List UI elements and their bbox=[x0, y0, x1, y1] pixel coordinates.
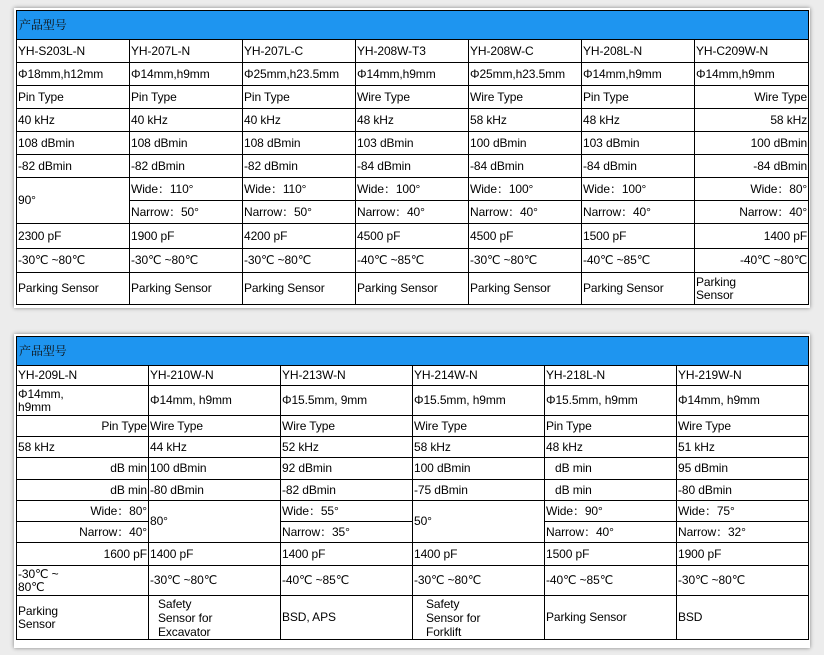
sensitivity-cell: -82 dBmin bbox=[17, 155, 130, 178]
type-cell: Wire Type bbox=[356, 86, 469, 109]
spl-cell: 100 dBmin bbox=[695, 132, 809, 155]
sensitivity-cell: dB min bbox=[545, 480, 677, 501]
type-cell: Wire Type bbox=[149, 416, 281, 437]
sensitivity-cell: -84 dBmin bbox=[356, 155, 469, 178]
sensitivity-cell: -75 dBmin bbox=[413, 480, 545, 501]
table-row-capacitance bbox=[17, 224, 809, 249]
frequency-cell: 48 kHz bbox=[545, 437, 677, 458]
capacitance-cell: 1600 pF bbox=[17, 543, 149, 566]
table-row-type bbox=[17, 86, 809, 109]
frequency-cell: 58 kHz bbox=[413, 437, 545, 458]
angle-narrow-cell: Narrow：40° bbox=[582, 201, 695, 224]
model-cell: YH-213W-N bbox=[281, 366, 413, 386]
table-row-application bbox=[17, 596, 809, 640]
header-title: 产品型号 bbox=[17, 337, 809, 366]
model-cell: YH-209L-N bbox=[17, 366, 149, 386]
application-cell bbox=[149, 596, 281, 640]
application-cell: Parking Sensor bbox=[582, 273, 695, 305]
angle-wide-cell: Wide：80° bbox=[17, 501, 149, 522]
spl-cell: 100 dBmin bbox=[469, 132, 582, 155]
spec-table-1 bbox=[16, 10, 809, 305]
table-row-type bbox=[17, 416, 809, 437]
temperature-cell: -40℃ ~85℃ bbox=[281, 566, 413, 596]
angle-narrow-cell: Narrow：40° bbox=[17, 522, 149, 543]
model-cell: YH-208W-T3 bbox=[356, 40, 469, 63]
application-cell: Parking Sensor bbox=[545, 596, 677, 640]
model-cell: YH-210W-N bbox=[149, 366, 281, 386]
table-row-angle-wide bbox=[17, 501, 809, 522]
type-cell: Wire Type bbox=[677, 416, 809, 437]
spl-cell: 92 dBmin bbox=[281, 458, 413, 480]
sensitivity-cell: dB min bbox=[17, 480, 149, 501]
size-cell-text: Φ14mm, h9mm bbox=[18, 386, 64, 414]
application-cell bbox=[695, 273, 809, 305]
temperature-cell: -30℃ ~80℃ bbox=[17, 249, 130, 273]
capacitance-cell: 4500 pF bbox=[469, 224, 582, 249]
size-cell bbox=[17, 386, 149, 416]
angle-narrow-cell: Narrow：40° bbox=[469, 201, 582, 224]
application-cell: Parking Sensor bbox=[356, 273, 469, 305]
temperature-cell: -30℃ ~80℃ bbox=[677, 566, 809, 596]
application-cell-text: Parking Sensor bbox=[696, 274, 736, 302]
temperature-cell-text: -30℃ ~ 80℃ bbox=[18, 566, 59, 594]
spl-cell: 100 dBmin bbox=[413, 458, 545, 480]
temperature-cell: -40℃ ~85℃ bbox=[545, 566, 677, 596]
spl-cell: 103 dBmin bbox=[356, 132, 469, 155]
angle-wide-cell: Wide：110° bbox=[130, 178, 243, 201]
table-row-application bbox=[17, 273, 809, 305]
type-cell: Wire Type bbox=[281, 416, 413, 437]
spl-cell: 108 dBmin bbox=[130, 132, 243, 155]
application-cell bbox=[17, 596, 149, 640]
type-cell: Wire Type bbox=[469, 86, 582, 109]
sensitivity-cell: -84 dBmin bbox=[469, 155, 582, 178]
table-row-model bbox=[17, 40, 809, 63]
model-cell: YH-208L-N bbox=[582, 40, 695, 63]
size-cell: Φ18mm,h12mm bbox=[17, 63, 130, 86]
capacitance-cell: 2300 pF bbox=[17, 224, 130, 249]
table-row-spl bbox=[17, 458, 809, 480]
frequency-cell: 52 kHz bbox=[281, 437, 413, 458]
spl-cell: 103 dBmin bbox=[582, 132, 695, 155]
capacitance-cell: 1400 pF bbox=[149, 543, 281, 566]
table-row-size bbox=[17, 63, 809, 86]
table-row-temperature bbox=[17, 566, 809, 596]
application-cell: BSD bbox=[677, 596, 809, 640]
model-cell: YH-S203L-N bbox=[17, 40, 130, 63]
frequency-cell: 58 kHz bbox=[17, 437, 149, 458]
size-cell: Φ14mm,h9mm bbox=[582, 63, 695, 86]
sensitivity-cell: -80 dBmin bbox=[149, 480, 281, 501]
application-cell: Parking Sensor bbox=[469, 273, 582, 305]
application-cell: Parking Sensor bbox=[17, 273, 130, 305]
spec-panel-2 bbox=[14, 334, 810, 648]
capacitance-cell: 4200 pF bbox=[243, 224, 356, 249]
angle-wide-cell: Wide：55° bbox=[281, 501, 413, 522]
application-cell-text: Safety Sensor for Excavator bbox=[158, 596, 213, 639]
type-cell: Wire Type bbox=[695, 86, 809, 109]
table-header-row bbox=[17, 337, 809, 366]
model-cell: YH-207L-N bbox=[130, 40, 243, 63]
angle-cell: 90° bbox=[17, 178, 130, 224]
application-cell bbox=[413, 596, 545, 640]
type-cell: Pin Type bbox=[17, 86, 130, 109]
table-row-sensitivity bbox=[17, 480, 809, 501]
size-cell: Φ15.5mm, h9mm bbox=[545, 386, 677, 416]
temperature-cell: -40℃ ~80℃ bbox=[695, 249, 809, 273]
temperature-cell: -40℃ ~85℃ bbox=[582, 249, 695, 273]
capacitance-cell: 1900 pF bbox=[677, 543, 809, 566]
table-row-model bbox=[17, 366, 809, 386]
frequency-cell: 44 kHz bbox=[149, 437, 281, 458]
frequency-cell: 48 kHz bbox=[356, 109, 469, 132]
sensitivity-cell: -82 dBmin bbox=[281, 480, 413, 501]
capacitance-cell: 1400 pF bbox=[281, 543, 413, 566]
model-cell: YH-218L-N bbox=[545, 366, 677, 386]
size-cell: Φ14mm, h9mm bbox=[677, 386, 809, 416]
angle-narrow-cell: Narrow：32° bbox=[677, 522, 809, 543]
size-cell: Φ15.5mm, h9mm bbox=[413, 386, 545, 416]
table-row-frequency bbox=[17, 437, 809, 458]
sensitivity-cell: -80 dBmin bbox=[677, 480, 809, 501]
spl-cell: 100 dBmin bbox=[149, 458, 281, 480]
temperature-cell: -30℃ ~80℃ bbox=[149, 566, 281, 596]
angle-wide-cell: Wide：100° bbox=[469, 178, 582, 201]
spl-cell: 108 dBmin bbox=[17, 132, 130, 155]
frequency-cell: 40 kHz bbox=[243, 109, 356, 132]
size-cell: Φ25mm,h23.5mm bbox=[243, 63, 356, 86]
application-cell: Parking Sensor bbox=[243, 273, 356, 305]
spec-table-2 bbox=[16, 336, 809, 640]
angle-narrow-cell: Narrow：50° bbox=[243, 201, 356, 224]
table-row-capacitance bbox=[17, 543, 809, 566]
spl-cell: dB min bbox=[17, 458, 149, 480]
angle-wide-cell: Wide：100° bbox=[582, 178, 695, 201]
capacitance-cell: 1500 pF bbox=[582, 224, 695, 249]
capacitance-cell: 1400 pF bbox=[413, 543, 545, 566]
application-cell-text: Safety Sensor for Forklift bbox=[426, 596, 481, 639]
sensitivity-cell: -84 dBmin bbox=[582, 155, 695, 178]
size-cell: Φ15.5mm, 9mm bbox=[281, 386, 413, 416]
table-row-angle-wide bbox=[17, 178, 809, 201]
temperature-cell: -40℃ ~85℃ bbox=[356, 249, 469, 273]
type-cell: Pin Type bbox=[130, 86, 243, 109]
angle-narrow-cell: Narrow：35° bbox=[281, 522, 413, 543]
application-cell-text: Parking Sensor bbox=[18, 603, 58, 631]
type-cell: Pin Type bbox=[243, 86, 356, 109]
angle-narrow-cell: Narrow：40° bbox=[695, 201, 809, 224]
application-cell: BSD, APS bbox=[281, 596, 413, 640]
angle-wide-cell: Wide：75° bbox=[677, 501, 809, 522]
temperature-cell: -30℃ ~80℃ bbox=[130, 249, 243, 273]
frequency-cell: 40 kHz bbox=[130, 109, 243, 132]
table-row-temperature bbox=[17, 249, 809, 273]
model-cell: YH-207L-C bbox=[243, 40, 356, 63]
sensitivity-cell: -82 dBmin bbox=[243, 155, 356, 178]
capacitance-cell: 1400 pF bbox=[695, 224, 809, 249]
angle-cell: 50° bbox=[413, 501, 545, 543]
angle-wide-cell: Wide：110° bbox=[243, 178, 356, 201]
spl-cell: 108 dBmin bbox=[243, 132, 356, 155]
spl-cell: 95 dBmin bbox=[677, 458, 809, 480]
size-cell: Φ14mm,h9mm bbox=[356, 63, 469, 86]
table-header-row bbox=[17, 11, 809, 40]
spl-cell: dB min bbox=[545, 458, 677, 480]
application-cell: Parking Sensor bbox=[130, 273, 243, 305]
table-row-size bbox=[17, 386, 809, 416]
spec-panel-1 bbox=[14, 8, 810, 308]
angle-narrow-cell: Narrow：40° bbox=[545, 522, 677, 543]
capacitance-cell: 1900 pF bbox=[130, 224, 243, 249]
angle-narrow-cell: Narrow：40° bbox=[356, 201, 469, 224]
model-cell: YH-C209W-N bbox=[695, 40, 809, 63]
type-cell: Wire Type bbox=[413, 416, 545, 437]
frequency-cell: 58 kHz bbox=[469, 109, 582, 132]
temperature-cell: -30℃ ~80℃ bbox=[243, 249, 356, 273]
angle-wide-cell: Wide：90° bbox=[545, 501, 677, 522]
table-row-frequency bbox=[17, 109, 809, 132]
temperature-cell bbox=[17, 566, 149, 596]
frequency-cell: 51 kHz bbox=[677, 437, 809, 458]
table-row-sensitivity bbox=[17, 155, 809, 178]
table-row-angle-narrow bbox=[17, 201, 809, 224]
size-cell: Φ14mm,h9mm bbox=[695, 63, 809, 86]
size-cell: Φ14mm,h9mm bbox=[130, 63, 243, 86]
sensitivity-cell: -84 dBmin bbox=[695, 155, 809, 178]
type-cell: Pin Type bbox=[17, 416, 149, 437]
sensitivity-cell: -82 dBmin bbox=[130, 155, 243, 178]
model-cell: YH-214W-N bbox=[413, 366, 545, 386]
table-row-spl bbox=[17, 132, 809, 155]
header-title: 产品型号 bbox=[17, 11, 809, 40]
frequency-cell: 40 kHz bbox=[17, 109, 130, 132]
type-cell: Pin Type bbox=[545, 416, 677, 437]
temperature-cell: -30℃ ~80℃ bbox=[469, 249, 582, 273]
frequency-cell: 48 kHz bbox=[582, 109, 695, 132]
size-cell: Φ14mm, h9mm bbox=[149, 386, 281, 416]
capacitance-cell: 4500 pF bbox=[356, 224, 469, 249]
angle-wide-cell: Wide：100° bbox=[356, 178, 469, 201]
size-cell: Φ25mm,h23.5mm bbox=[469, 63, 582, 86]
angle-narrow-cell: Narrow：50° bbox=[130, 201, 243, 224]
type-cell: Pin Type bbox=[582, 86, 695, 109]
model-cell: YH-219W-N bbox=[677, 366, 809, 386]
model-cell: YH-208W-C bbox=[469, 40, 582, 63]
angle-cell: 80° bbox=[149, 501, 281, 543]
temperature-cell: -30℃ ~80℃ bbox=[413, 566, 545, 596]
capacitance-cell: 1500 pF bbox=[545, 543, 677, 566]
angle-wide-cell: Wide：80° bbox=[695, 178, 809, 201]
frequency-cell: 58 kHz bbox=[695, 109, 809, 132]
